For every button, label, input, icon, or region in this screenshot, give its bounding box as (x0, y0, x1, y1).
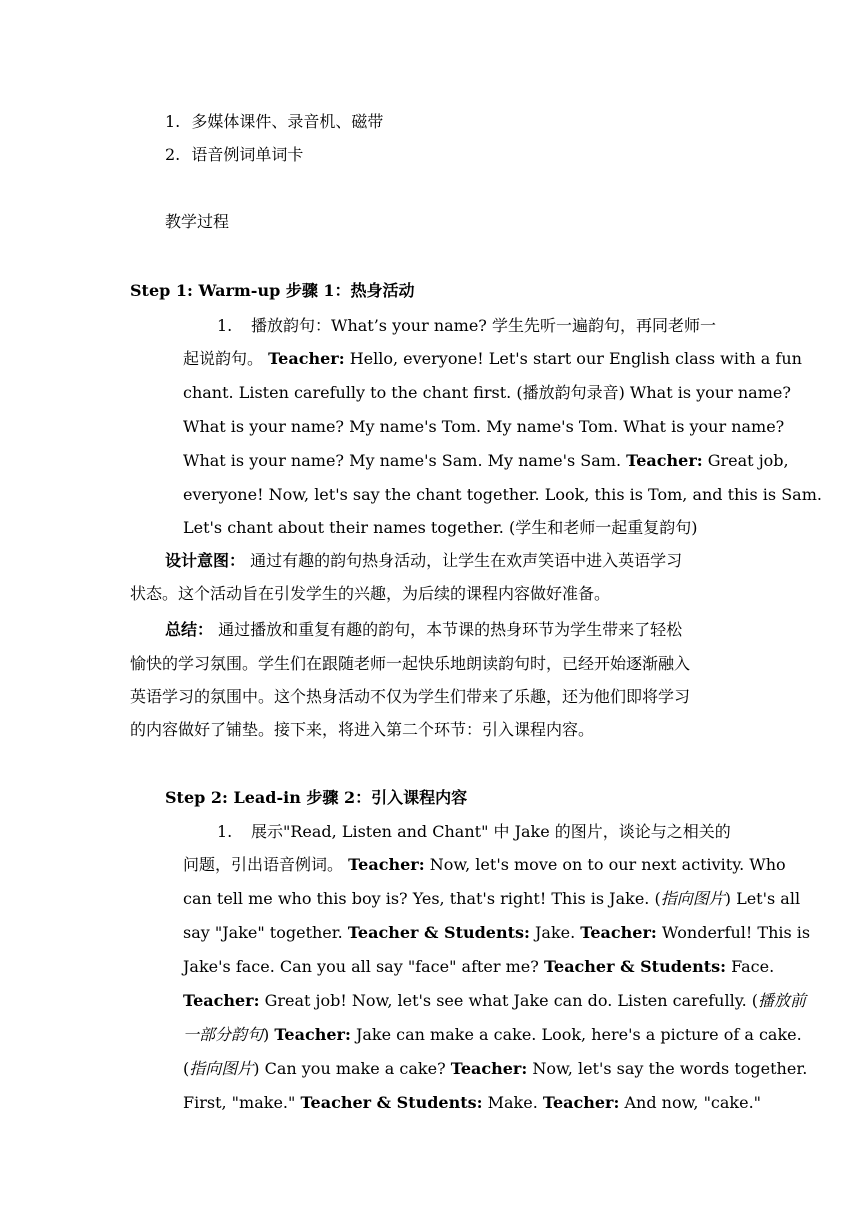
para-text: Great job, (702, 451, 789, 470)
step2-heading-text: Step 2: Lead-in 步骤 2：引入课程内容 (165, 788, 468, 807)
para-text: Jake's face. Can you all say "face" after me? (183, 957, 544, 976)
design-intent-line (165, 551, 682, 571)
list-text: 语音例词单词卡 (191, 145, 304, 164)
step2-para-line (183, 1093, 761, 1113)
speaker-label: Teacher: (274, 1025, 351, 1044)
para-text: Now, let's move on to our next activity. Who (424, 855, 786, 874)
design-intent-line: 状态。这个活动旨在引发学生的兴趣，为后续的课程内容做好准备。 (130, 584, 611, 603)
para-text: First, "make." (183, 1093, 301, 1112)
step2-para-line (183, 1025, 802, 1045)
para-text: What is your name? My name's Sam. My name's Sam. (183, 451, 627, 470)
step1-para-line (183, 451, 789, 471)
step2-para-line (183, 1059, 807, 1079)
list-text: 多媒体课件、录音机、磁带 (191, 112, 384, 131)
stage-direction: 指向图片 (189, 1059, 254, 1078)
step1-heading (130, 281, 415, 301)
summary-line: 愉快的学习氛围。学生们在跟随老师一起快乐地朗读韵句时，已经开始逐渐融入 (130, 654, 691, 673)
para-text: 通过播放和重复有趣的韵句，本节课的热身环节为学生带来了轻松 (213, 620, 683, 639)
summary-label: 总结： (165, 620, 214, 639)
step2-para-line (183, 991, 806, 1011)
para-text: 播放韵句：What’s your name? 学生先听一遍韵句，再同老师一 (251, 316, 716, 335)
para-text: 问题，引出语音例词。 (183, 855, 349, 874)
para-text: Hello, everyone! Let's start our English class with a fun (344, 349, 802, 368)
speaker-label: Teacher: (183, 991, 260, 1010)
list-number: 1. (165, 112, 181, 131)
para-text: Jake. (529, 923, 581, 942)
para-text: say "Jake" together. (183, 923, 348, 942)
speaker-label: Teacher: (542, 1093, 620, 1112)
para-text: Great job! Now, let's see what Jake can do. Listen carefully. ( (259, 991, 759, 1010)
speaker-label: Teacher: (626, 451, 703, 470)
process-heading: 教学过程 (165, 212, 230, 231)
para-text: Face. (726, 957, 775, 976)
summary-line: 的内容做好了铺垫。接下来，将进入第二个环节：引入课程内容。 (130, 720, 595, 739)
speaker-label: Teacher & Students: (300, 1093, 483, 1112)
para-text: ( (183, 1059, 190, 1078)
step2-heading (165, 788, 467, 808)
step1-heading-text: Step 1: Warm-up 步骤 1：热身活动 (130, 281, 415, 300)
step1-para-line: chant. Listen carefully to the chant first. (播放韵句录音) What is your name? (183, 383, 791, 402)
step2-para-line (183, 855, 786, 875)
step1-para-line (183, 349, 802, 369)
stage-direction: 指向图片 (660, 889, 725, 908)
para-text: And now, "cake." (619, 1093, 762, 1112)
step1-para-line: everyone! Now, let's say the chant together. Look, this is Tom, and this is Sam. (183, 485, 822, 504)
step2-para-line (183, 923, 810, 943)
para-text: 起说韵句。 (183, 349, 269, 368)
para-text: 通过有趣的韵句热身活动，让学生在欢声笑语中进入英语学习 (245, 551, 683, 570)
list-number: 2. (165, 145, 181, 164)
para-text: Wonderful! This is (656, 923, 811, 942)
para-text: Make. (482, 1093, 543, 1112)
para-text: ) Can you make a cake? (253, 1059, 451, 1078)
speaker-label: Teacher & Students: (347, 923, 530, 942)
para-text: ) (263, 1025, 275, 1044)
speaker-label: Teacher: (580, 923, 657, 942)
step1-para-line: Let's chant about their names together. (学生和老师一起重复韵句) (183, 518, 698, 537)
list-number: 1. (217, 822, 233, 841)
para-text: Jake can make a cake. Look, here's a picture of a cake. (350, 1025, 802, 1044)
para-text: can tell me who this boy is? Yes, that's right! This is Jake. ( (183, 889, 661, 908)
materials-item-1 (165, 112, 383, 132)
design-intent-label: 设计意图： (165, 551, 246, 570)
step1-para-line: What is your name? My name's Tom. My name's Tom. What is your name? (183, 417, 785, 436)
materials-item-2 (165, 145, 303, 165)
para-text: Now, let's say the words together. (527, 1059, 808, 1078)
speaker-label: Teacher: (348, 855, 425, 874)
para-text: ) Let's all (724, 889, 801, 908)
summary-line: 英语学习的氛围中。这个热身活动不仅为学生们带来了乐趣，还为他们即将学习 (130, 687, 691, 706)
speaker-label: Teacher: (450, 1059, 528, 1078)
stage-direction: 播放前 (758, 991, 807, 1010)
step2-para-line (183, 889, 800, 909)
speaker-label: Teacher & Students: (543, 957, 727, 976)
step1-para-line (183, 316, 730, 336)
speaker-label: Teacher: (268, 349, 345, 368)
list-number: 1. (217, 316, 233, 335)
para-text: 展示"Read, Listen and Chant" 中 Jake 的图片，谈论与之相关的 (251, 822, 731, 841)
summary-line (165, 620, 682, 640)
stage-direction: 一部分韵句 (183, 1025, 264, 1044)
step2-para-line (183, 822, 731, 842)
step2-para-line (183, 957, 774, 977)
